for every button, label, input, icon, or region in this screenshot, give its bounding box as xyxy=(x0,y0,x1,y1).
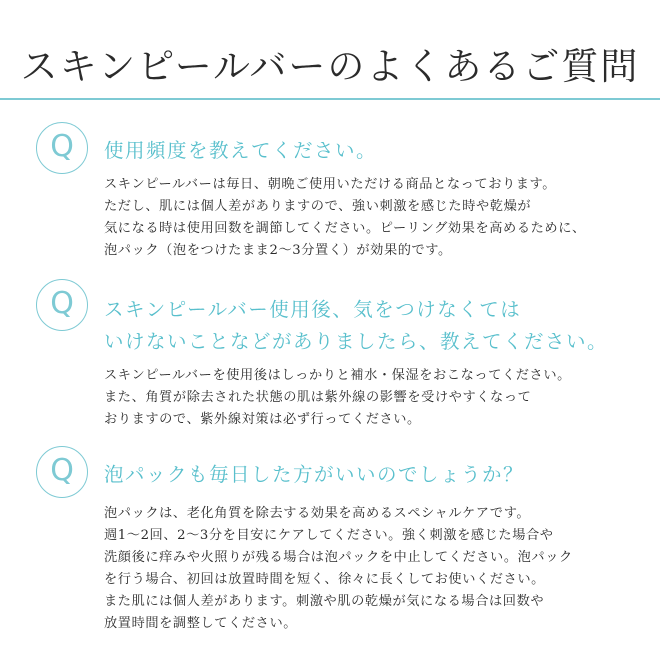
question-line: いけないことなどがありましたら、教えてください。 xyxy=(104,330,609,353)
answer-line: 泡パックは、老化角質を除去する効果を高めるスペシャルケアです。 xyxy=(104,506,531,521)
q-marker-icon: Q xyxy=(36,446,88,498)
q-marker-icon: Q xyxy=(36,122,88,174)
answer-line: を行う場合、初回は放置時間を短く、徐々に長くしてお使いください。 xyxy=(104,572,545,587)
answer-line: 週1〜2回、2〜3分を目安にケアしてください。強く刺激を感じた場合や xyxy=(104,528,554,543)
answer-line: 気になる時は使用回数を調節してください。ピーリング効果を高めるために、 xyxy=(104,221,586,236)
faq-answer-3 xyxy=(104,503,573,635)
faq-answer-2 xyxy=(104,365,571,431)
answer-line: おりますので、紫外線対策は必ず行ってください。 xyxy=(104,412,421,427)
answer-line: スキンピールバーは毎日、朝晩ご使用いただける商品となっております。 xyxy=(104,177,557,192)
answer-line: また、角質が除去された状態の肌は紫外線の影響を受けやすくなって xyxy=(104,390,532,405)
q-marker-icon: Q xyxy=(36,279,88,331)
question-line: 泡パックも毎日した方がいいのでしょうか？ xyxy=(104,463,525,486)
faq-question-1 xyxy=(104,135,377,167)
answer-line: ただし、肌には個人差がありますので、強い刺激を感じた時や乾燥が xyxy=(104,199,532,214)
faq-answer-1 xyxy=(104,174,586,262)
question-line: スキンピールバー使用後、気をつけなくては xyxy=(104,298,522,321)
title-divider xyxy=(0,98,660,100)
page-title: スキンピールバーのよくあるご質問 xyxy=(20,45,640,88)
answer-line: 洗顔後に痒みや火照りが残る場合は泡パックを中止してください。泡パック xyxy=(104,550,573,565)
faq-question-2 xyxy=(104,294,608,358)
answer-line: スキンピールバーを使用後はしっかりと補水・保湿をおこなってください。 xyxy=(104,368,571,383)
faq-question-3 xyxy=(104,459,524,491)
answer-line: また肌には個人差があります。刺激や肌の乾燥が気になる場合は回数や xyxy=(104,594,545,609)
answer-line: 放置時間を調整してください。 xyxy=(104,616,298,631)
question-line: 使用頻度を教えてください。 xyxy=(104,139,378,162)
answer-line: 泡パック（泡をつけたまま2〜3分置く）が効果的です。 xyxy=(104,243,452,258)
